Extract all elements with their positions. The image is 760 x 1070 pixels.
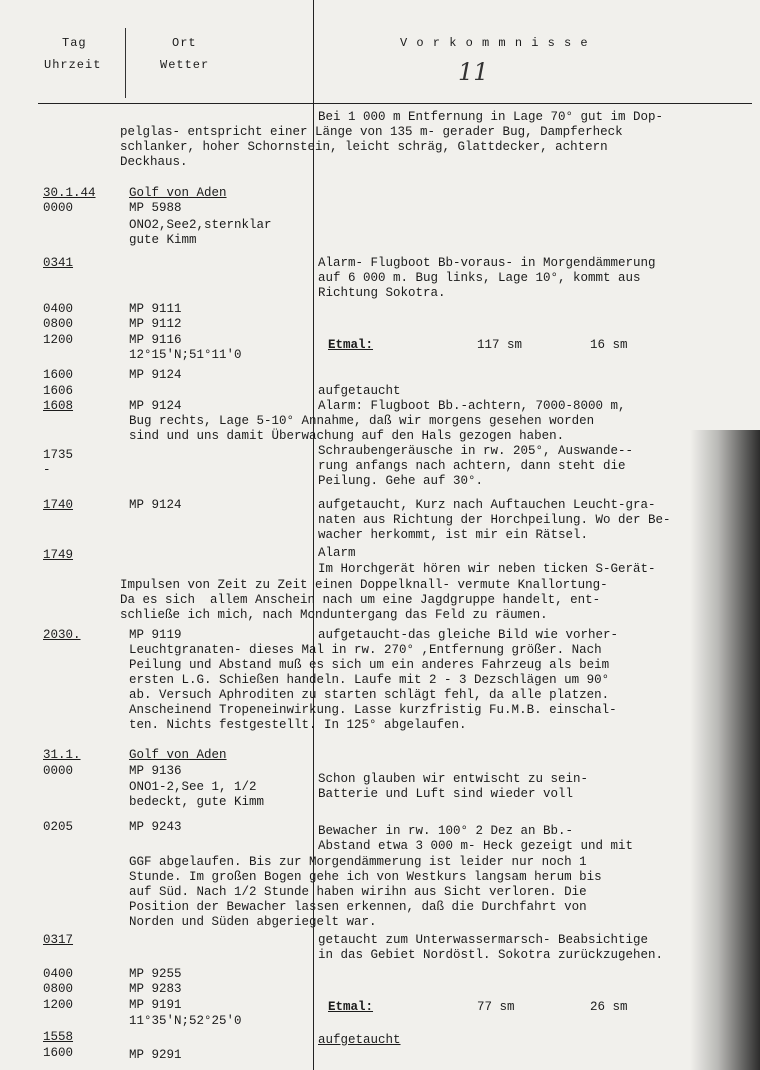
diary-line: MP 9124 [129, 368, 182, 382]
diary-line: getaucht zum Unterwassermarsch- Beabsichtige [318, 933, 649, 947]
diary-line: ONO2,See2,sternklar [129, 218, 272, 232]
diary-line: aufgetaucht [318, 1033, 401, 1047]
diary-line: MP 9191 [129, 998, 182, 1012]
diary-line: Im Horchgerät hören wir neben ticken S-Gerät- [318, 562, 656, 576]
diary-line: MP 9255 [129, 967, 182, 981]
diary-line: Bei 1 000 m Entfernung in Lage 70° gut im Dop- [318, 110, 664, 124]
diary-line: 11°35'N;52°25'0 [129, 1014, 242, 1028]
diary-line: MP 9124 [129, 498, 182, 512]
diary-line: MP 9119 [129, 628, 182, 642]
diary-line: 30.1.44 [43, 186, 96, 200]
diary-line: Alarm- Flugboot Bb-voraus- in Morgendämmerung [318, 256, 656, 270]
diary-line: 12°15'N;51°11'0 [129, 348, 242, 362]
diary-line: MP 9291 [129, 1048, 182, 1062]
diary-line: Golf von Aden [129, 748, 227, 762]
header-ort: Ort [172, 36, 197, 50]
diary-line: MP 9243 [129, 820, 182, 834]
diary-line: Norden und Süden abgeriegelt war. [129, 915, 377, 929]
diary-line: MP 9283 [129, 982, 182, 996]
diary-line: 1600 [43, 368, 74, 382]
diary-line: 0317 [43, 933, 74, 947]
diary-line: bedeckt, gute Kimm [129, 795, 265, 809]
diary-line: 1749 [43, 548, 74, 562]
etmal-submerged: 16 sm [590, 338, 628, 352]
diary-line: ab. Versuch Aphroditen zu starten schlägt fehl, da alle platzen. [129, 688, 610, 702]
diary-line: wacher herkommt, ist mir ein Rätsel. [318, 528, 589, 542]
diary-line: MP 5988 [129, 201, 182, 215]
diary-line: 0000 [43, 201, 74, 215]
diary-line: Leuchtgranaten- dieses Mal in rw. 270° ,Entfernung größer. Nach [129, 643, 602, 657]
etmal-distance: 117 sm [477, 338, 523, 352]
diary-line: aufgetaucht-das gleiche Bild wie vorher- [318, 628, 619, 642]
diary-line: 0341 [43, 256, 74, 270]
diary-line: Bewacher in rw. 100° 2 Dez an Bb.- [318, 824, 574, 838]
diary-line: 0400 [43, 302, 74, 316]
etmal-distance: 77 sm [477, 1000, 515, 1014]
diary-line: auf 6 000 m. Bug links, Lage 10°, kommt aus [318, 271, 641, 285]
etmal-label: Etmal: [328, 1000, 374, 1014]
diary-line: 1558 [43, 1030, 74, 1044]
etmal-submerged: 26 sm [590, 1000, 628, 1014]
diary-line: - [43, 463, 51, 477]
diary-line: 1735 [43, 448, 74, 462]
diary-line: 1740 [43, 498, 74, 512]
column-divider-1 [125, 28, 126, 98]
diary-line: Alarm [318, 546, 356, 560]
diary-line: 0800 [43, 982, 74, 996]
diary-line: 31.1. [43, 748, 81, 762]
diary-line: 1608 [43, 399, 74, 413]
diary-line: 0205 [43, 820, 74, 834]
diary-line: 1200 [43, 998, 74, 1012]
diary-line: Schon glauben wir entwischt zu sein- [318, 772, 589, 786]
diary-line: auf Süd. Nach 1/2 Stunde haben wirihn aus Sicht verloren. Die [129, 885, 587, 899]
header-vorkommnisse: V o r k o m m n i s s e [400, 36, 589, 50]
scan-shadow [690, 430, 760, 1070]
diary-line: Da es sich allem Anschein nach um eine Jagdgruppe handelt, ent- [120, 593, 601, 607]
diary-line: schlanker, hoher Schornstein, leicht schräg, Glattdecker, achtern [120, 140, 608, 154]
diary-line: aufgetaucht [318, 384, 401, 398]
header-wetter: Wetter [160, 58, 210, 72]
header-rule [38, 103, 752, 104]
diary-line: MP 9136 [129, 764, 182, 778]
diary-line: Deckhaus. [120, 155, 188, 169]
diary-line: ONO1-2,See 1, 1/2 [129, 780, 257, 794]
diary-line: 2030. [43, 628, 81, 642]
diary-line: aufgetaucht, Kurz nach Auftauchen Leucht-gra- [318, 498, 656, 512]
diary-line: Alarm: Flugboot Bb.-achtern, 7000-8000 m, [318, 399, 626, 413]
diary-line: ersten L.G. Schießen handeln. Laufe mit 2 - 3 Dezschlägen um 90° [129, 673, 610, 687]
diary-line: Batterie und Luft sind wieder voll [318, 787, 574, 801]
diary-line: gute Kimm [129, 233, 197, 247]
diary-line: MP 9112 [129, 317, 182, 331]
diary-line: 0400 [43, 967, 74, 981]
diary-line: Anscheinend Tropeneinwirkung. Lasse kurzfristig Fu.M.B. einschal- [129, 703, 617, 717]
diary-line: rung anfangs nach achtern, dann steht die [318, 459, 626, 473]
page-number: 11 [458, 58, 489, 86]
diary-line: Peilung und Abstand muß es sich um ein anderes Fahrzeug als beim [129, 658, 610, 672]
diary-line: in das Gebiet Nordöstl. Sokotra zurückzugehen. [318, 948, 664, 962]
diary-line: MP 9116 [129, 333, 182, 347]
diary-line: GGF abgelaufen. Bis zur Morgendämmerung ist leider nur noch 1 [129, 855, 587, 869]
diary-line: 0000 [43, 764, 74, 778]
etmal-label: Etmal: [328, 338, 374, 352]
diary-line: schließe ich mich, nach Monduntergang das Feld zu räumen. [120, 608, 548, 622]
diary-line: ten. Nichts festgestellt. In 125° abgelaufen. [129, 718, 467, 732]
diary-line: Abstand etwa 3 000 m- Heck gezeigt und mit [318, 839, 634, 853]
header-uhrzeit: Uhrzeit [44, 58, 102, 72]
diary-line: pelglas- entspricht einer Länge von 135 m- gerader Bug, Dampferheck [120, 125, 623, 139]
diary-line: Golf von Aden [129, 186, 227, 200]
diary-line: Richtung Sokotra. [318, 286, 446, 300]
diary-line: 0800 [43, 317, 74, 331]
diary-line: 1200 [43, 333, 74, 347]
header-tag: Tag [62, 36, 87, 50]
diary-line: 1606 [43, 384, 74, 398]
diary-line: Schraubengeräusche in rw. 205°, Auswande-- [318, 444, 634, 458]
diary-line: Stunde. Im großen Bogen gehe ich von Westkurs langsam herum bis [129, 870, 602, 884]
diary-line: naten aus Richtung der Horchpeilung. Wo der Be- [318, 513, 671, 527]
diary-line: Peilung. Gehe auf 30°. [318, 474, 484, 488]
diary-line: MP 9124 [129, 399, 182, 413]
diary-line: sind und uns damit Überwachung auf den Hals gezogen haben. [129, 429, 565, 443]
diary-line: 1600 [43, 1046, 74, 1060]
diary-line: MP 9111 [129, 302, 182, 316]
diary-line: Impulsen von Zeit zu Zeit einen Doppelknall- vermute Knallortung- [120, 578, 608, 592]
diary-line: Bug rechts, Lage 5-10° Annahme, daß wir morgens gesehen worden [129, 414, 595, 428]
diary-line: Position der Bewacher lassen erkennen, daß die Durchfahrt von [129, 900, 587, 914]
